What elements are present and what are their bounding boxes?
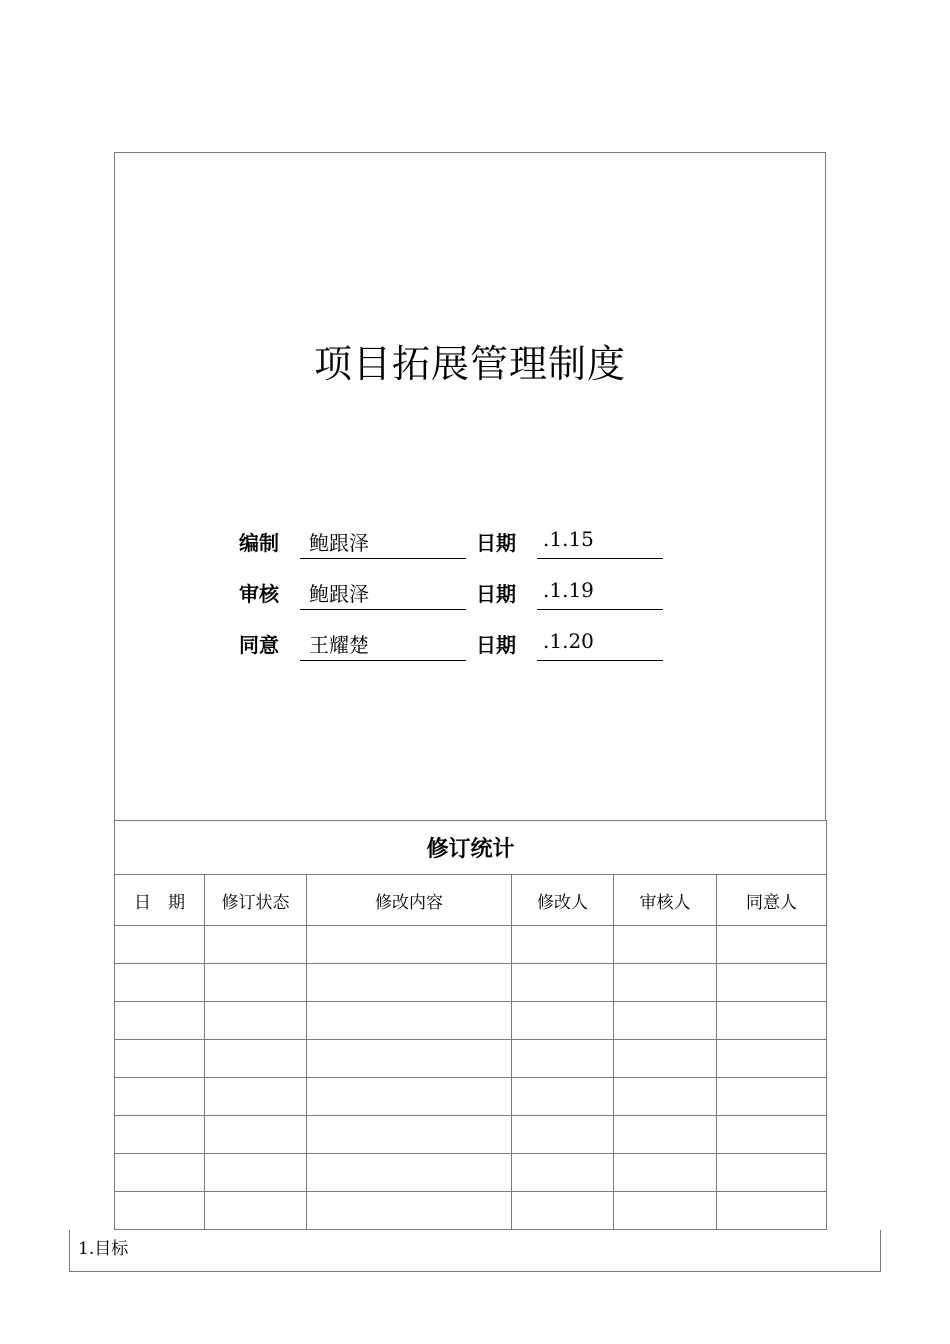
column-header-content: 修改内容 xyxy=(307,875,512,926)
date-label: 日期 xyxy=(476,633,516,657)
table-cell xyxy=(115,1192,205,1230)
table-cell xyxy=(205,1192,307,1230)
table-cell xyxy=(512,964,614,1002)
table-cell xyxy=(614,1040,717,1078)
table-cell xyxy=(205,1116,307,1154)
table-cell xyxy=(307,1154,512,1192)
table-cell xyxy=(205,1154,307,1192)
table-cell xyxy=(307,1078,512,1116)
table-cell xyxy=(614,1192,717,1230)
date-label: 日期 xyxy=(476,582,516,606)
signoff-row-compile xyxy=(115,511,825,559)
table-row xyxy=(115,1116,827,1154)
signoff-row-approve xyxy=(115,613,825,661)
signoff-name-field xyxy=(300,613,466,661)
table-cell xyxy=(115,1040,205,1078)
table-cell xyxy=(614,1116,717,1154)
table-cell xyxy=(512,926,614,964)
table-row xyxy=(115,964,827,1002)
column-header-reviewer: 审核人 xyxy=(614,875,717,926)
table-cell xyxy=(717,926,827,964)
table-cell xyxy=(717,964,827,1002)
revision-table-title: 修订统计 xyxy=(115,821,827,875)
table-cell xyxy=(614,1078,717,1116)
table-row xyxy=(115,1192,827,1230)
signoff-name: 鲍跟泽 xyxy=(309,531,369,555)
table-cell xyxy=(205,1078,307,1116)
table-cell xyxy=(115,1078,205,1116)
date-field xyxy=(537,562,663,610)
table-cell xyxy=(205,1040,307,1078)
table-cell xyxy=(115,1002,205,1040)
signoff-label: 同意 xyxy=(239,633,279,657)
table-cell xyxy=(115,1154,205,1192)
signoff-name: 王耀楚 xyxy=(309,633,369,657)
table-cell xyxy=(307,1116,512,1154)
column-header-editor: 修改人 xyxy=(512,875,614,926)
table-cell xyxy=(205,926,307,964)
signoff-label: 编制 xyxy=(239,531,279,555)
column-header-approver: 同意人 xyxy=(717,875,827,926)
table-row xyxy=(115,1078,827,1116)
document-title: 项目拓展管理制度 xyxy=(313,342,626,386)
table-cell xyxy=(307,1192,512,1230)
table-row xyxy=(115,926,827,964)
table-row xyxy=(115,1002,827,1040)
date-field xyxy=(537,613,663,661)
signoff-name: 鲍跟泽 xyxy=(309,582,369,606)
column-header-status: 修订状态 xyxy=(205,875,307,926)
date-value: .1.15 xyxy=(543,527,594,551)
table-cell xyxy=(307,1002,512,1040)
date-value: .1.19 xyxy=(543,578,594,602)
table-cell xyxy=(717,1002,827,1040)
date-label: 日期 xyxy=(476,531,516,555)
table-cell xyxy=(115,1116,205,1154)
table-cell xyxy=(307,926,512,964)
table-cell xyxy=(307,1040,512,1078)
table-cell xyxy=(512,1116,614,1154)
signoff-label: 审核 xyxy=(239,582,279,606)
signoff-name-field xyxy=(300,511,466,559)
table-cell xyxy=(512,1078,614,1116)
table-cell xyxy=(717,1040,827,1078)
table-cell xyxy=(115,964,205,1002)
table-cell xyxy=(512,1192,614,1230)
cover-frame xyxy=(114,152,826,820)
table-row xyxy=(115,1154,827,1192)
table-cell xyxy=(717,1078,827,1116)
table-cell xyxy=(205,964,307,1002)
signoff-row-review xyxy=(115,562,825,610)
table-cell xyxy=(614,926,717,964)
column-header-date: 日 期 xyxy=(115,875,205,926)
table-cell xyxy=(614,1002,717,1040)
table-cell xyxy=(205,1002,307,1040)
signoff-name-field xyxy=(300,562,466,610)
table-cell xyxy=(307,964,512,1002)
table-cell xyxy=(717,1116,827,1154)
revision-table-body xyxy=(115,926,827,1230)
table-cell xyxy=(717,1154,827,1192)
table-cell xyxy=(512,1002,614,1040)
table-cell xyxy=(512,1154,614,1192)
table-row xyxy=(115,1040,827,1078)
table-cell xyxy=(717,1192,827,1230)
table-cell xyxy=(614,1154,717,1192)
date-field xyxy=(537,511,663,559)
section-box xyxy=(69,1230,881,1272)
section-heading: 1.目标 xyxy=(78,1239,129,1259)
table-cell xyxy=(512,1040,614,1078)
table-cell xyxy=(614,964,717,1002)
table-cell xyxy=(115,926,205,964)
revision-table xyxy=(114,820,827,1230)
date-value: .1.20 xyxy=(543,629,594,653)
